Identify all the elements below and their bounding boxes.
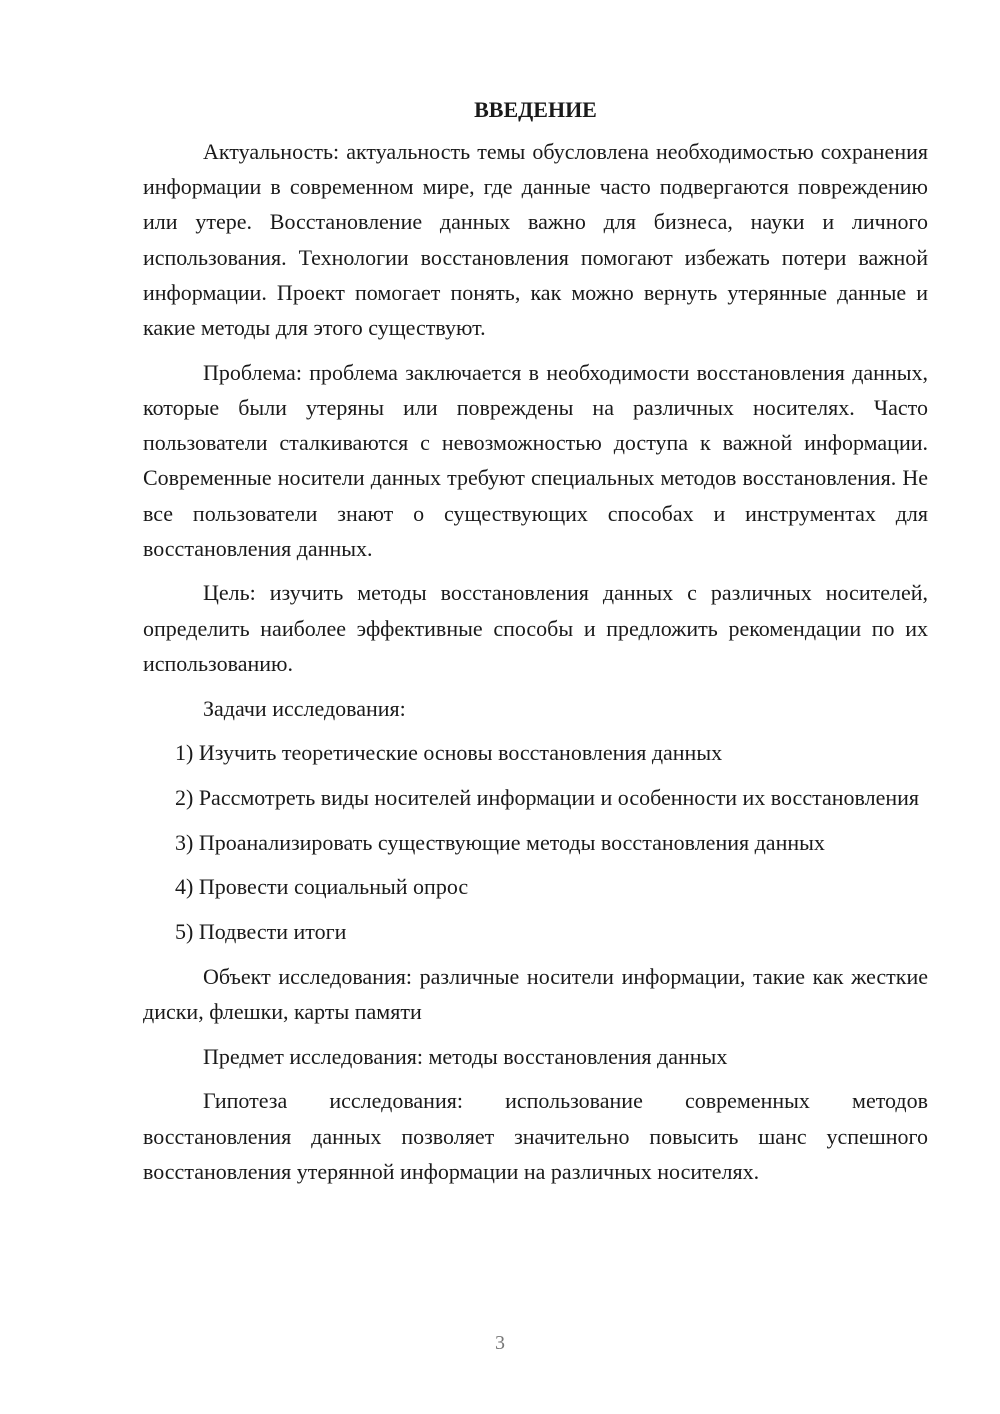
paragraph-subject: Предмет исследования: методы восстановления данных — [203, 1043, 728, 1069]
paragraph-tasks-heading: Задачи исследования: — [203, 695, 406, 721]
section-title: ВВЕДЕНИЕ — [474, 97, 597, 122]
task-item-2: 2) Рассмотреть виды носителей информации и особенности их восстановления — [175, 784, 920, 810]
paragraph-problem: Проблема: проблема заключается в необходимости восстановления данных, которые были утеряны или повреждены на различных носителях. Часто пользователи сталкиваются с невозможностью доступа к важной информации. Современные носители данных требуют специальных методов восстановления. Не все пользователи знают о существующих способах и инструментах для восстановления данных. — [143, 359, 928, 561]
task-item-4: 4) Провести социальный опрос — [175, 874, 469, 900]
task-item-3: 3) Проанализировать существующие методы восстановления данных — [175, 829, 825, 855]
task-item-5: 5) Подвести итоги — [175, 919, 347, 945]
paragraph-goal: Цель: изучить методы восстановления данных с различных носителей, определить наиболее эффективные способы и предложить рекомендации по их использованию. — [143, 580, 928, 676]
paragraph-hypothesis: Гипотеза исследования: использование современных методов восстановления данных позволяет значительно повысить шанс успешного восстановления утерянной информации на различных носителях. — [143, 1088, 928, 1184]
task-item-1: 1) Изучить теоретические основы восстановления данных — [175, 740, 723, 766]
paragraph-object: Объект исследования: различные носители информации, такие как жесткие диски, флешки, карты памяти — [143, 963, 928, 1024]
paragraph-relevance: Актуальность: актуальность темы обусловлена необходимостью сохранения информации в современном мире, где данные часто подвергаются повреждению или утере. Восстановление данных важно для бизнеса, науки и личного использования. Технологии восстановления помогают избежать потери важной информации. Проект помогает понять, как можно вернуть утерянные данные и какие методы для этого существуют. — [143, 139, 928, 341]
page-number: 3 — [495, 1332, 505, 1354]
document-page — [143, 92, 928, 1198]
